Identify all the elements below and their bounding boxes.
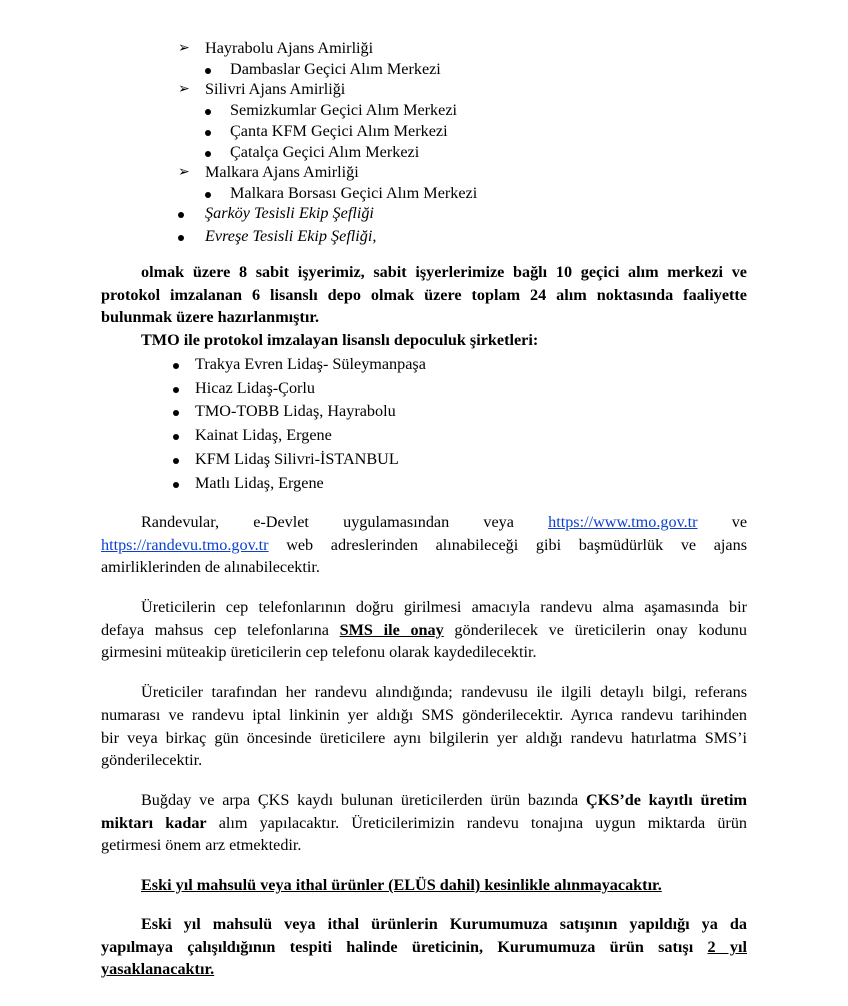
tmo-website-link[interactable]: https://www.tmo.gov.tr (548, 513, 698, 531)
notify-line-3: bir veya birkaç gün öncesinde üreticilere aynı bilgilerin yer aldığı randevu hatırlatma SMS’i (101, 729, 747, 747)
outline-item-canta: Çanta KFM Geçici Alım Merkezi (230, 122, 448, 140)
bullet-icon (178, 203, 184, 223)
ban-text: yapılmaya çalışıldığının tespiti halinde üreticinin, Kurumumuza ürün satışı (101, 938, 694, 956)
appointments-text: web adreslerinden alınabileceği gibi başmüdürlük ve ajans (286, 536, 747, 554)
bullet-icon (173, 449, 179, 469)
sms-text: defaya mahsus cep telefonlarına (101, 621, 329, 639)
depot-item: KFM Lidaş Silivri-İSTANBUL (195, 450, 399, 468)
outline-item-catalca: Çatalça Geçici Alım Merkezi (230, 143, 420, 161)
appointments-word: ve (731, 513, 747, 531)
sms-line-1: Üreticilerin cep telefonlarının doğru girilmesi amacıyla randevu alma aşamasında bir (141, 598, 747, 616)
depots-heading: TMO ile protokol imzalayan lisanslı depoculuk şirketleri: (141, 331, 539, 349)
depot-item: Trakya Evren Lidaş- Süleymanpaşa (195, 355, 426, 373)
depot-item: Matlı Lidaş, Ergene (195, 474, 324, 492)
appointments-word: e-Devlet (253, 513, 309, 531)
notify-line-1: Üreticiler tarafından her randevu alındığında; randevusu ile ilgili detaylı bilgi, referans (141, 683, 747, 701)
outline-item-malkara-borsasi: Malkara Borsası Geçici Alım Merkezi (230, 184, 478, 202)
sms-line-2 (101, 620, 747, 640)
appointments-word: uygulamasından (343, 513, 450, 531)
arrow-bullet-icon: ➢ (178, 81, 190, 97)
cks-text: alım yapılacaktır. Üreticilerimizin randevu tonajına uygun miktarda ürün (218, 814, 748, 832)
depot-item: TMO-TOBB Lidaş, Hayrabolu (195, 402, 396, 420)
outline-item-evrese: Evreşe Tesisli Ekip Şefliği, (205, 227, 377, 245)
depot-item: Hicaz Lidaş-Çorlu (195, 379, 316, 397)
cks-line-2 (101, 813, 747, 833)
outline-item-semizkumlar: Semizkumlar Geçici Alım Merkezi (230, 101, 458, 119)
outline-item-hayrabolu: Hayrabolu Ajans Amirliği (205, 39, 374, 57)
summary-line-3: bulunmak üzere hazırlanmıştır. (101, 308, 320, 326)
ban-line-1: Eski yıl mahsulü veya ithal ürünlerin Kurumumuza satışının yapıldığı ya da (141, 915, 747, 933)
outline-item-sarkoy: Şarköy Tesisli Ekip Şefliği (205, 204, 374, 222)
cks-emphasis: miktarı kadar (101, 814, 207, 832)
bullet-icon (173, 425, 179, 445)
outline-item-silivri: Silivri Ajans Amirliği (205, 80, 346, 98)
bullet-icon (205, 183, 211, 203)
sms-confirmation-emphasis: SMS ile onay (339, 621, 444, 639)
notify-line-4: gönderilecektir. (101, 751, 203, 769)
bullet-icon (205, 59, 211, 79)
bullet-icon (173, 378, 179, 398)
bullet-icon (173, 473, 179, 493)
appointments-word: Randevular, (141, 513, 220, 531)
appointments-word: veya (483, 513, 514, 531)
bullet-icon (205, 121, 211, 141)
cks-emphasis: ÇKS’de kayıtlı üretim (586, 791, 748, 809)
ban-duration: 2 yıl (707, 938, 747, 956)
bullet-icon (173, 354, 179, 374)
cks-line-3: getirmesi önem arz etmektedir. (101, 836, 302, 854)
appointments-line-1 (141, 512, 747, 532)
bullet-icon (178, 226, 184, 246)
summary-line-1: olmak üzere 8 sabit işyerimiz, sabit işyerlerimize bağlı 10 geçici alım merkezi ve (141, 263, 747, 281)
bullet-icon (173, 401, 179, 421)
summary-line-2: protokol imzalanan 6 lisanslı depo olmak üzere toplam 24 alım noktasında faaliyette (101, 286, 747, 304)
arrow-bullet-icon: ➢ (178, 40, 190, 56)
bullet-icon (205, 142, 211, 162)
notify-line-2: numarası ve randevu iptal linkinin yer aldığı SMS gönderilecektir. Ayrıca randevu tarihinden (101, 706, 747, 724)
outline-item-dambaslar: Dambaslar Geçici Alım Merkezi (230, 60, 441, 78)
sms-text: gönderilecek ve üreticilerin onay kodunu (454, 621, 747, 639)
warning-statement: Eski yıl mahsulü veya ithal ürünler (ELÜS dahil) kesinlikle alınmayacaktır. (141, 876, 662, 894)
cks-line-1 (141, 790, 747, 810)
outline-item-malkara: Malkara Ajans Amirliği (205, 163, 359, 181)
randevu-website-link[interactable]: https://randevu.tmo.gov.tr (101, 536, 269, 554)
arrow-bullet-icon: ➢ (178, 164, 190, 180)
appointments-line-3: amirliklerinden de alınabilecektir. (101, 558, 320, 576)
sms-line-3: girmesini müteakip üreticilerin cep telefonu olarak kaydedilecektir. (101, 643, 537, 661)
ban-line-2 (101, 937, 747, 957)
ban-line-3: yasaklanacaktır. (101, 960, 215, 978)
bullet-icon (205, 100, 211, 120)
depot-item: Kainat Lidaş, Ergene (195, 426, 332, 444)
cks-text: Buğday ve arpa ÇKS kaydı bulunan üreticilerden ürün bazında (141, 791, 579, 809)
appointments-line-2 (101, 535, 747, 555)
